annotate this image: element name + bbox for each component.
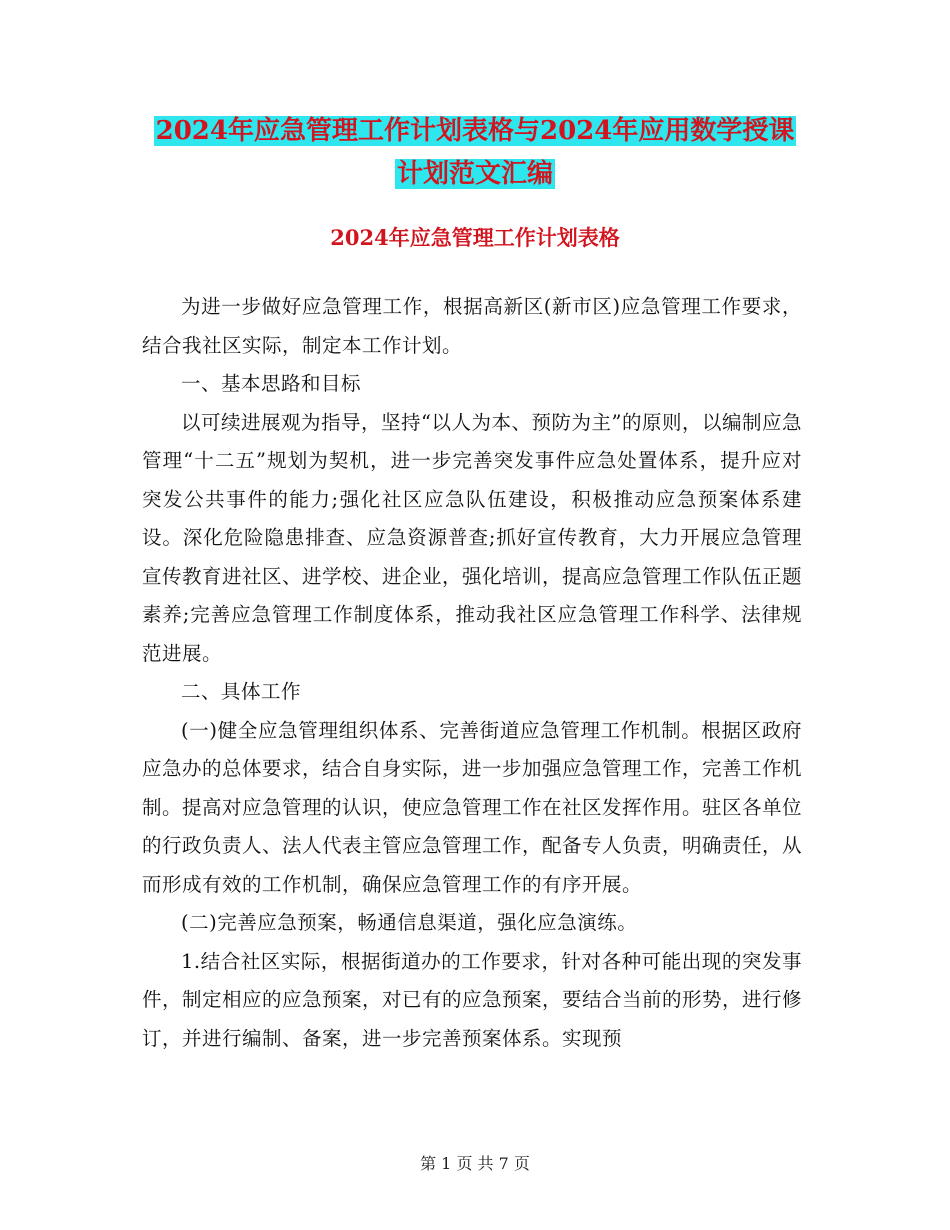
title-highlight: 计划范文汇编 bbox=[396, 159, 553, 189]
document-body bbox=[142, 288, 802, 1058]
document-title-line2 bbox=[100, 155, 850, 193]
heading-specific-work: 二、具体工作 bbox=[181, 680, 302, 703]
heading-basic-ideas: 一、基本思路和目标 bbox=[181, 372, 362, 395]
paragraph-item-1: 1.结合社区实际，根据街道办的工作要求，针对各种可能出现的突发事件，制定相应的应急预案，对已有的应急预案，要结合当前的形势，进行修订，并进行编制、备案，进一步完善预案体系。实现预 bbox=[142, 949, 803, 1050]
section-title: 2024年应急管理工作计划表格 bbox=[330, 225, 620, 250]
paragraph-guiding-principles: 以可续进展观为指导，坚持“以人为本、预防为主”的原则，以编制应急管理“十二五”规划为契机，进一步完善突发事件应急处置体系，提升应对突发公共事件的能力;强化社区应急队伍建设，积极推动应急预案体系建设。深化危险隐患排查、应急资源普查;抓好宣传教育，大力开展应急管理宣传教育进社区、进学校、进企业，强化培训，提高应急管理工作队伍正题素养;完善应急管理工作制度体系，推动我社区应急管理工作科学、法律规范进展。 bbox=[142, 410, 803, 665]
paragraph-organization-system: (一)健全应急管理组织体系、完善街道应急管理工作机制。根据区政府应急办的总体要求，结合自身实际，进一步加强应急管理工作，完善工作机制。提高对应急管理的认识，使应急管理工作在社区发挥作用。驻区各单位的行政负责人、法人代表主管应急管理工作，配备专人负责，明确责任，从而形成有效的工作机制，确保应急管理工作的有序开展。 bbox=[142, 718, 803, 896]
paragraph-emergency-plans: (二)完善应急预案，畅通信息渠道，强化应急演练。 bbox=[181, 911, 638, 934]
page-number: 第 1 页 共 7 页 bbox=[420, 1154, 530, 1173]
paragraph-intro: 为进一步做好应急管理工作，根据高新区(新市区)应急管理工作要求，结合我社区实际，制定本工作计划。 bbox=[142, 295, 802, 357]
document-title-line1 bbox=[100, 112, 850, 150]
title-highlight: 2024年应急管理工作计划表格与2024年应用数学授课 bbox=[155, 116, 795, 146]
